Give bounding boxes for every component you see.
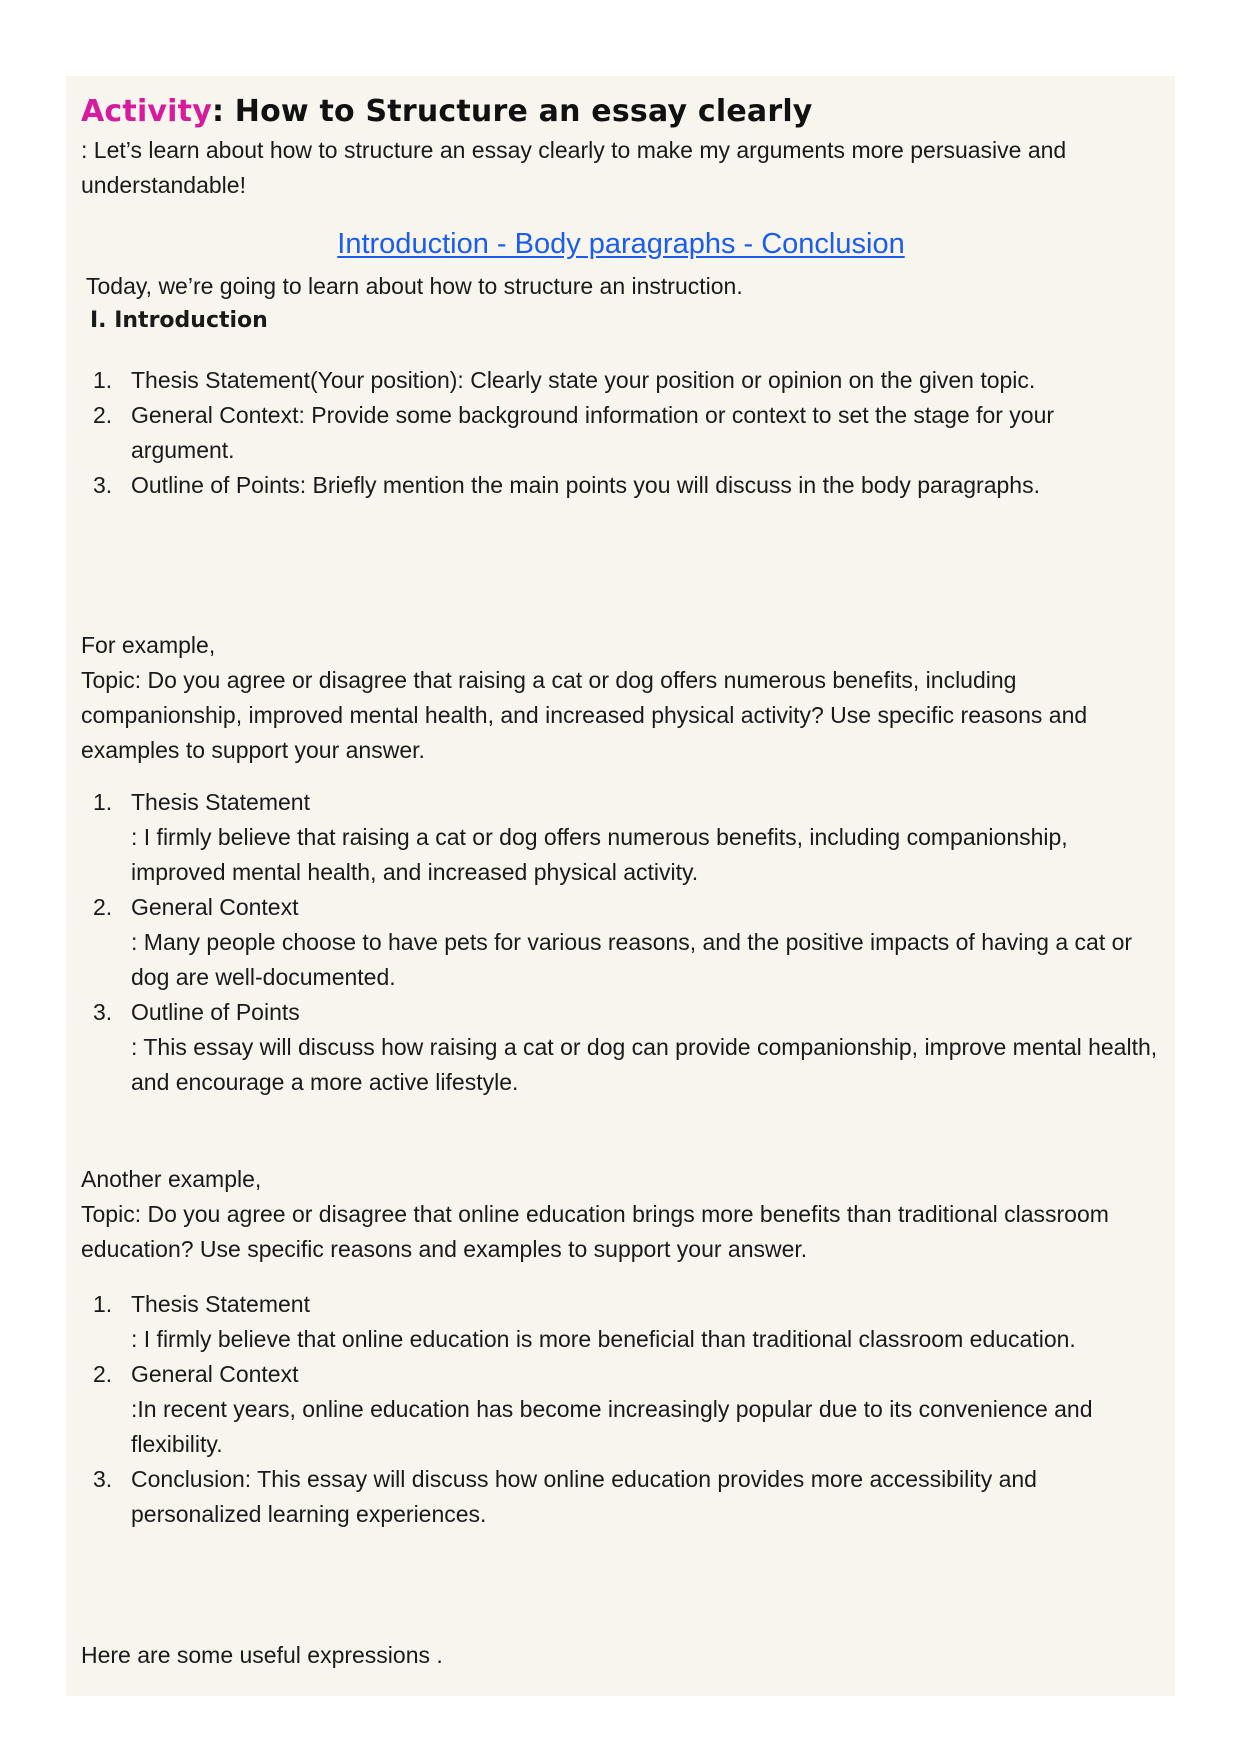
- item-title: General Context: [131, 894, 299, 920]
- activity-label: Activity: [81, 94, 212, 129]
- list-number: 2.: [93, 402, 113, 428]
- list-item: [81, 785, 1161, 890]
- item-body: :In recent years, online education has become increasingly popular due to its convenience and flexibility.: [131, 1396, 1093, 1457]
- example1-list: [81, 785, 1161, 1100]
- list-number: 3.: [93, 1466, 113, 1492]
- section-heading-introduction: I. Introduction: [90, 308, 268, 333]
- structure-link[interactable]: Introduction - Body paragraphs - Conclusion: [337, 228, 905, 260]
- list-item: [81, 1287, 1161, 1357]
- list-number: 1.: [93, 1291, 113, 1317]
- list-item: [81, 995, 1161, 1100]
- closing-text: Here are some useful expressions .: [81, 1642, 443, 1668]
- list-item: [81, 890, 1161, 995]
- list-item: [81, 398, 1161, 468]
- list-number: 1.: [93, 789, 113, 815]
- item-title: Thesis Statement: [131, 789, 310, 815]
- list-number: 3.: [93, 472, 113, 498]
- list-item: [81, 1357, 1161, 1462]
- page-title: [81, 94, 813, 129]
- activity-box: [66, 76, 1175, 1696]
- list-number: 2.: [93, 1361, 113, 1387]
- intro-list: [81, 363, 1161, 503]
- list-text: Thesis Statement(Your position): Clearly state your position or opinion on the given topic.: [131, 367, 1036, 393]
- item-body: : Many people choose to have pets for various reasons, and the positive impacts of having a cat or dog are well-documented.: [131, 929, 1133, 990]
- structure-link-row: [81, 228, 1161, 261]
- list-item: [81, 363, 1161, 398]
- item-body: : This essay will discuss how raising a cat or dog can provide companionship, improve mental health, and encourage a more active lifestyle.: [131, 1034, 1158, 1095]
- item-body: : I firmly believe that raising a cat or dog offers numerous benefits, including companionship, improved mental health, and increased physical activity.: [131, 824, 1068, 885]
- example1-label: For example,: [81, 632, 216, 658]
- title-text: : How to Structure an essay clearly: [211, 94, 813, 129]
- list-item: [81, 1462, 1161, 1532]
- list-number: 1.: [93, 367, 113, 393]
- list-item: [81, 468, 1161, 503]
- item-title: Conclusion: This essay will discuss how online education provides more accessibility and personalized learning experiences.: [131, 1466, 1037, 1527]
- example2-label: Another example,: [81, 1166, 262, 1192]
- list-text: General Context: Provide some background information or context to set the stage for your argument.: [131, 402, 1055, 463]
- example2-list: [81, 1287, 1161, 1532]
- item-title: General Context: [131, 1361, 299, 1387]
- list-text: Outline of Points: Briefly mention the main points you will discuss in the body paragraphs.: [131, 472, 1040, 498]
- list-number: 3.: [93, 999, 113, 1025]
- intro-text: Today, we’re going to learn about how to structure an instruction.: [86, 273, 743, 299]
- item-title: Thesis Statement: [131, 1291, 310, 1317]
- example2-topic: Topic: Do you agree or disagree that online education brings more benefits than traditional classroom education? Use specific reasons and examples to support your answer.: [81, 1201, 1109, 1262]
- list-number: 2.: [93, 894, 113, 920]
- activity-subtitle: : Let’s learn about how to structure an essay clearly to make my arguments more persuasive and understandable!: [81, 137, 1067, 198]
- item-title: Outline of Points: [131, 999, 300, 1025]
- item-body: : I firmly believe that online education is more beneficial than traditional classroom education.: [131, 1326, 1076, 1352]
- example1-topic: Topic: Do you agree or disagree that raising a cat or dog offers numerous benefits, including companionship, improved mental health, and increased physical activity? Use specific reasons and examples to support your answer.: [81, 667, 1088, 763]
